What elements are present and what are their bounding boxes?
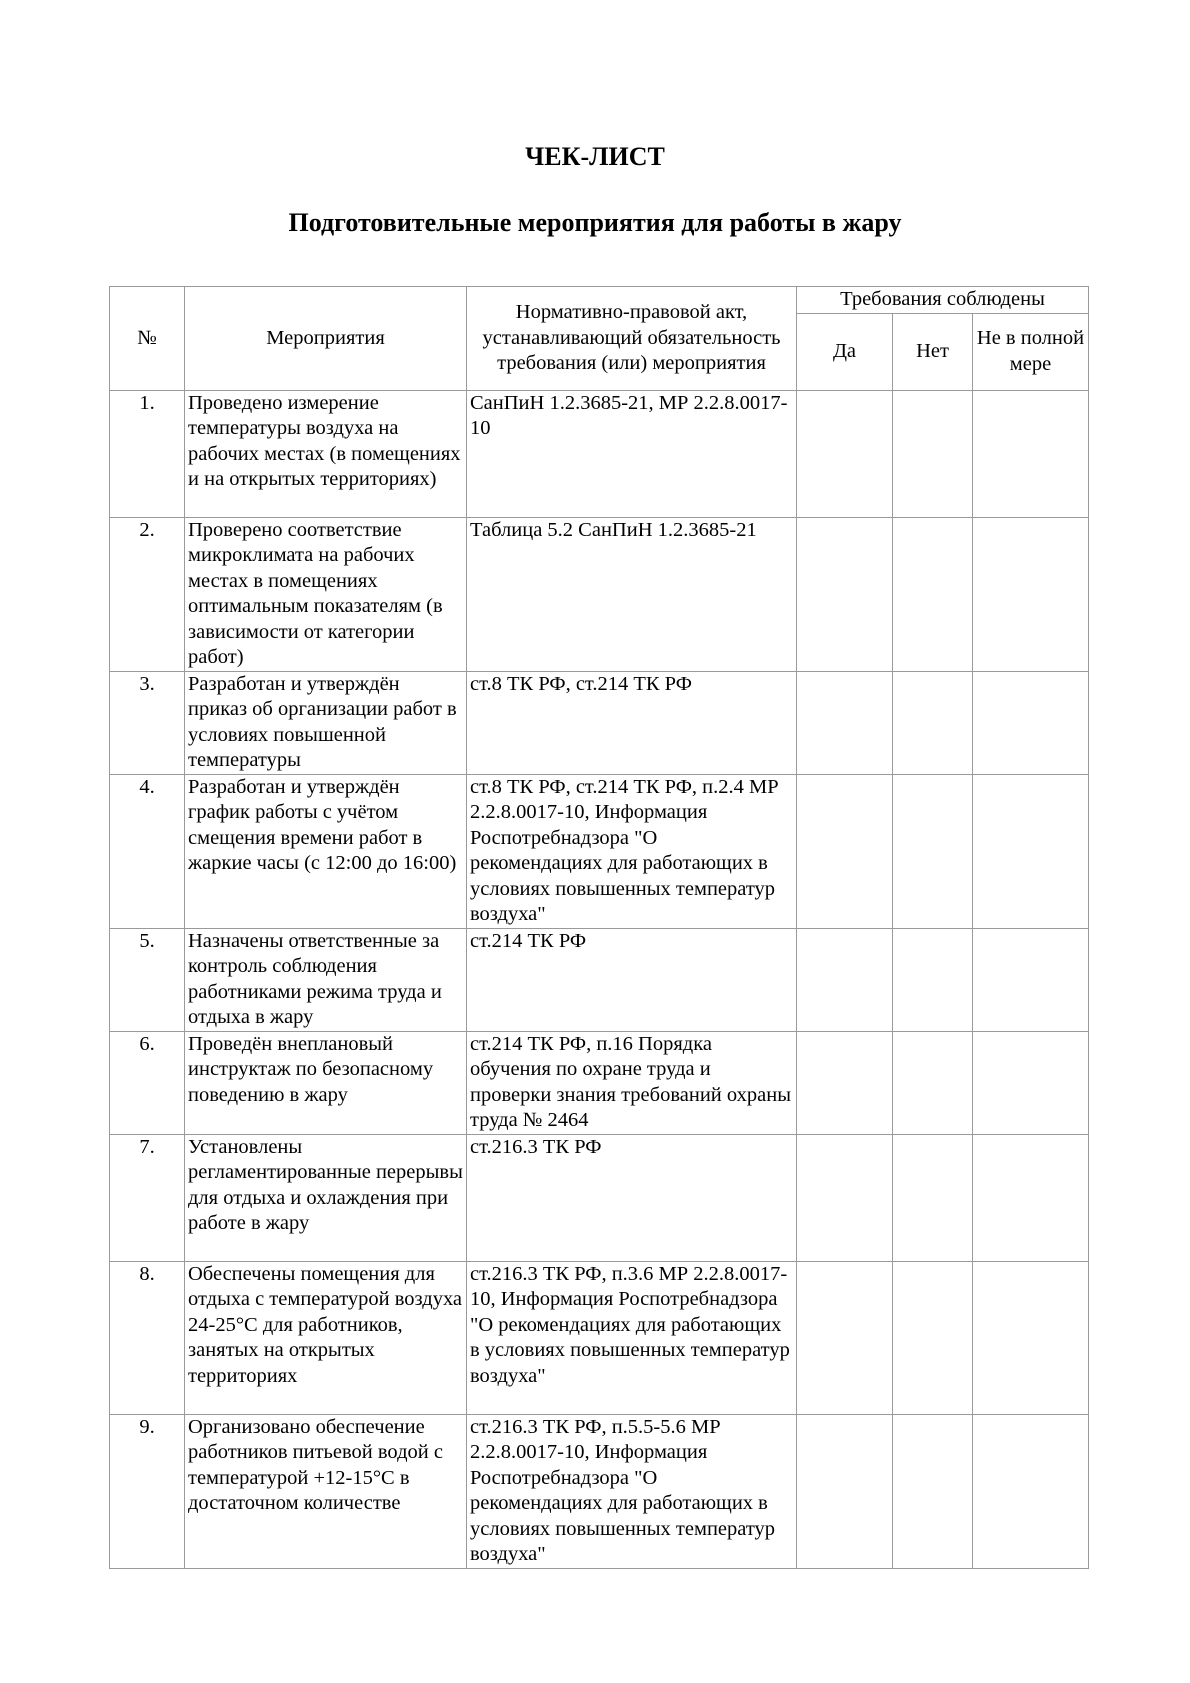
row-check-partially[interactable] <box>973 1134 1089 1261</box>
header-number: № <box>110 287 185 391</box>
table-row <box>110 517 1089 671</box>
row-check-partially[interactable] <box>973 390 1089 517</box>
header-requirements-met: Требования соблюдены <box>797 287 1089 314</box>
row-legal-act: СанПиН 1.2.3685-21, МР 2.2.8.0017-10 <box>467 390 797 517</box>
row-activity: Разработан и утверждён график работы с учётом смещения времени работ в жаркие часы (с 12:00 до 16:00) <box>185 774 467 928</box>
row-legal-act: ст.214 ТК РФ <box>467 928 797 1031</box>
row-activity: Назначены ответственные за контроль соблюдения работниками режима труда и отдыха в жару <box>185 928 467 1031</box>
row-number: 9. <box>110 1414 185 1568</box>
row-activity: Организовано обеспечение работников питьевой водой с температурой +12-15°С в достаточном количестве <box>185 1414 467 1568</box>
document-title: ЧЕК-ЛИСТ <box>525 142 665 171</box>
row-legal-act: ст.8 ТК РФ, ст.214 ТК РФ <box>467 671 797 774</box>
table-row <box>110 774 1089 928</box>
row-activity: Проведено измерение температуры воздуха на рабочих местах (в помещениях и на открытых территориях) <box>185 390 467 517</box>
row-number: 5. <box>110 928 185 1031</box>
row-check-no[interactable] <box>893 390 973 517</box>
row-number: 8. <box>110 1261 185 1414</box>
row-activity: Разработан и утверждён приказ об организации работ в условиях повышенной температуры <box>185 671 467 774</box>
row-check-yes[interactable] <box>797 1134 893 1261</box>
row-check-no[interactable] <box>893 1031 973 1134</box>
row-check-no[interactable] <box>893 1134 973 1261</box>
row-number: 7. <box>110 1134 185 1261</box>
document-subtitle: Подготовительные мероприятия для работы в жару <box>288 208 902 237</box>
checklist-table-header <box>110 287 1089 391</box>
row-check-no[interactable] <box>893 671 973 774</box>
header-activity: Мероприятия <box>185 287 467 391</box>
row-check-no[interactable] <box>893 774 973 928</box>
row-check-partially[interactable] <box>973 928 1089 1031</box>
header-legal-act: Нормативно-правовой акт, устанавливающий обязательность требования (или) мероприятия <box>467 287 797 391</box>
row-check-no[interactable] <box>893 1261 973 1414</box>
row-activity: Обеспечены помещения для отдыха с температурой воздуха 24-25°С для работников, занятых на открытых территориях <box>185 1261 467 1414</box>
row-check-partially[interactable] <box>973 671 1089 774</box>
row-check-yes[interactable] <box>797 1414 893 1568</box>
row-legal-act: ст.8 ТК РФ, ст.214 ТК РФ, п.2.4 МР 2.2.8.0017-10, Информация Роспотребнадзора "О рекомендациях для работающих в условиях повышенных температур воздуха" <box>467 774 797 928</box>
row-legal-act: ст.216.3 ТК РФ <box>467 1134 797 1261</box>
table-row <box>110 928 1089 1031</box>
checklist-table <box>109 286 1089 1569</box>
row-activity: Проведён внеплановый инструктаж по безопасному поведению в жару <box>185 1031 467 1134</box>
row-number: 4. <box>110 774 185 928</box>
row-legal-act: ст.216.3 ТК РФ, п.3.6 МР 2.2.8.0017-10, Информация Роспотребнадзора "О рекомендациях для работающих в условиях повышенных температур воздуха" <box>467 1261 797 1414</box>
table-row <box>110 1134 1089 1261</box>
table-row <box>110 1031 1089 1134</box>
row-check-yes[interactable] <box>797 774 893 928</box>
row-number: 3. <box>110 671 185 774</box>
table-row <box>110 1414 1089 1568</box>
row-activity: Установлены регламентированные перерывы для отдыха и охлаждения при работе в жару <box>185 1134 467 1261</box>
row-legal-act: ст.214 ТК РФ, п.16 Порядка обучения по охране труда и проверки знания требований охраны труда № 2464 <box>467 1031 797 1134</box>
row-legal-act: Таблица 5.2 СанПиН 1.2.3685-21 <box>467 517 797 671</box>
header-partially: Не в полной мере <box>973 313 1089 390</box>
row-check-yes[interactable] <box>797 517 893 671</box>
row-check-partially[interactable] <box>973 1031 1089 1134</box>
row-check-partially[interactable] <box>973 774 1089 928</box>
table-row <box>110 1261 1089 1414</box>
row-check-no[interactable] <box>893 517 973 671</box>
row-legal-act: ст.216.3 ТК РФ, п.5.5-5.6 МР 2.2.8.0017-10, Информация Роспотребнадзора "О рекомендациях для работающих в условиях повышенных температур воздуха" <box>467 1414 797 1568</box>
row-check-no[interactable] <box>893 1414 973 1568</box>
row-number: 6. <box>110 1031 185 1134</box>
header-yes: Да <box>797 313 893 390</box>
row-check-yes[interactable] <box>797 390 893 517</box>
header-no: Нет <box>893 313 973 390</box>
row-check-no[interactable] <box>893 928 973 1031</box>
row-check-yes[interactable] <box>797 1261 893 1414</box>
row-number: 1. <box>110 390 185 517</box>
row-check-yes[interactable] <box>797 1031 893 1134</box>
row-activity: Проверено соответствие микроклимата на рабочих местах в помещениях оптимальным показателям (в зависимости от категории работ) <box>185 517 467 671</box>
row-check-partially[interactable] <box>973 1261 1089 1414</box>
row-check-yes[interactable] <box>797 671 893 774</box>
checklist-table-body <box>110 390 1089 1568</box>
table-row <box>110 671 1089 774</box>
row-check-partially[interactable] <box>973 517 1089 671</box>
table-row <box>110 390 1089 517</box>
row-check-yes[interactable] <box>797 928 893 1031</box>
row-number: 2. <box>110 517 185 671</box>
row-check-partially[interactable] <box>973 1414 1089 1568</box>
